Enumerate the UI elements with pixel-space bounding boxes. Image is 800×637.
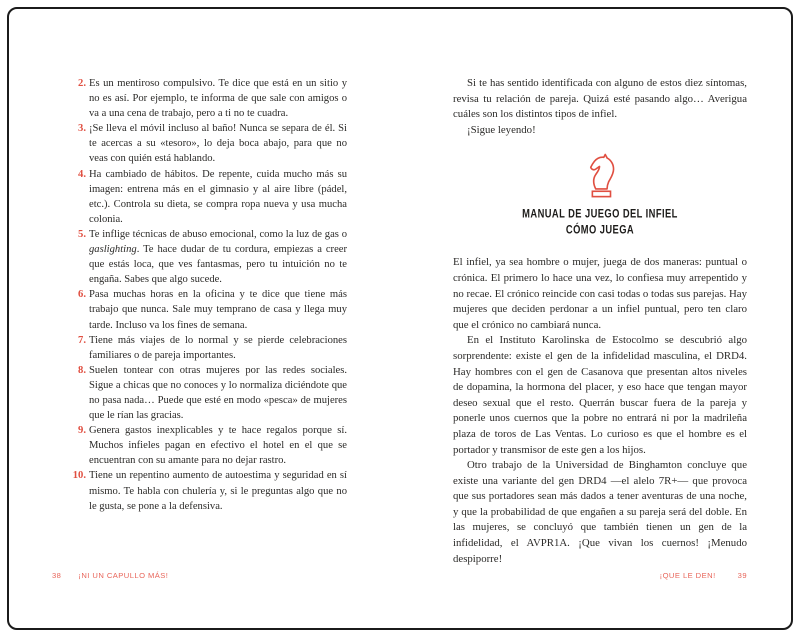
item-text: Tiene más viajes de lo normal y se pierde celebraciones familiares o de pareja importantes. [89, 334, 347, 361]
item-number: 6. [78, 289, 86, 301]
item-number: 7. [78, 334, 86, 346]
chapter-heading-block [453, 153, 747, 238]
item-number: 9. [78, 425, 86, 437]
chapter-title [475, 207, 725, 239]
right-running-title: ¡QUE LE DEN! [659, 571, 716, 580]
list-item [68, 167, 347, 227]
list-item [68, 76, 347, 121]
list-item [68, 333, 347, 363]
list-item [68, 121, 347, 166]
item-text: ¡Se lleva el móvil incluso al baño! Nunca se separa de él. Si te acercas a su «tesoro», lo deja boca abajo, para que no veas con quién está hablando. [89, 123, 347, 165]
paragraph: Otro trabajo de la Universidad de Binghamton concluye que existe una variante del gen DRD4 —el alelo 7R+— que provoca que sus portadores sean más dados a tener aventuras de una noche, y que la probabilidad de que engañen a su pareja será del doble. En las mujeres, se concluyó que también tienen un gen de la infidelidad, el AVPR1A. ¡Que vivan los cuernos! ¡Menudo despiporre! [453, 459, 747, 565]
item-text: Suelen tontear con otras mujeres por las redes sociales. Sigue a chicas que no conoces y lo normaliza diciéndote que no pasa nada… Puede que esté en modo «pesca» de mujeres que le rían las gracias. [89, 364, 347, 422]
left-running-title: ¡NI UN CAPULLO MÁS! [78, 571, 169, 580]
item-number: 4. [78, 168, 86, 180]
left-text-column [68, 76, 347, 514]
intro-paragraphs [453, 76, 747, 138]
item-text: Tiene un repentino aumento de autoestima y seguridad en sí mismo. Te habla con chulería y, si le preguntas algo que no le gusta, se pone a la defensiva. [89, 470, 347, 512]
chapter-title-line2: CÓMO JUEGA [565, 224, 635, 238]
symptom-list [68, 76, 347, 514]
chapter-title-line1: MANUAL DE JUEGO DEL INFIEL [522, 208, 678, 222]
list-item [68, 468, 347, 513]
item-number: 10. [72, 470, 86, 482]
paragraph: El infiel, ya sea hombre o mujer, juega de dos maneras: puntual o crónica. El primero lo hace una vez, lo confiesa muy arrepentido y no recae. El crónico reincide con casi todas o todas sus parejas. Hay mujeres que deciden perdonar a un infiel puntual, pero ten claro que el crónico no cambiará nunca. [453, 256, 747, 331]
body-paragraphs [453, 255, 747, 567]
item-number: 3. [78, 123, 86, 135]
right-text-column [453, 76, 747, 567]
right-page-footer [660, 571, 747, 580]
list-item [68, 287, 347, 332]
item-number: 2. [78, 78, 86, 89]
item-text: Pasa muchas horas en la oficina y te dice que tiene más trabajo que nunca. Sale muy temprano de casa y llega muy tarde. Incluso va los fines de semana. [89, 289, 347, 331]
item-number: 5. [78, 228, 86, 240]
list-item [68, 227, 347, 287]
paragraph: En el Instituto Karolinska de Estocolmo se descubrió algo sorprendente: existe el gen de la infidelidad masculina, el DRD4. Hay hombres con el gen de Casanova que presentan altos niveles de dopamina, la hormona del placer, y eso hace que tengan mayor deseo sexual que el resto. Querrán buscar fuera de la pareja y ponerle unos cuernos que la pobre no entrará ni por la madrileña plaza de toros de Las Ventas. Lo curioso es que el hombre es el portador y transmisor de este gen a los hijos. [453, 334, 747, 456]
left-page-footer [52, 571, 168, 580]
chess-knight-icon [579, 153, 621, 199]
item-text: Es un mentiroso compulsivo. Te dice que está en un sitio y no es así. Por ejemplo, te informa de que sale con amigos o va a una cena de trabajo, pero a ti no te cuadra. [89, 78, 347, 120]
item-text: Genera gastos inexplicables y te hace regalos porque sí. Muchos infieles pagan en efectivo el hotel en el que se encuentran con su amante para no dejar rastro. [89, 425, 347, 467]
item-text: Ha cambiado de hábitos. De repente, cuida mucho más su imagen: entrena más en el gimnasio y al aire libre (pádel, etc.). Controla su dieta, se compra ropa nueva y usa mucha colonia. [89, 168, 347, 225]
paragraph: Si te has sentido identificada con alguno de estos diez síntomas, revisa tu relación de pareja. Quizá esté pasando algo… Averigua cuáles son los distintos tipos de infiel. [453, 77, 747, 121]
paragraph: ¡Sigue leyendo! [467, 123, 536, 136]
list-item [68, 423, 347, 468]
item-number: 8. [78, 364, 86, 376]
list-item [68, 363, 347, 423]
left-page-number: 38 [52, 571, 62, 580]
item-text: Te inflige técnicas de abuso emocional, como la luz de gas o gaslighting. Te hace dudar de tu cordura, empiezas a creer que estás loca, que ves fantasmas, pero tu intuición no te engaña. Sabes que algo sucede. [89, 228, 347, 286]
right-page-number: 39 [737, 571, 747, 580]
